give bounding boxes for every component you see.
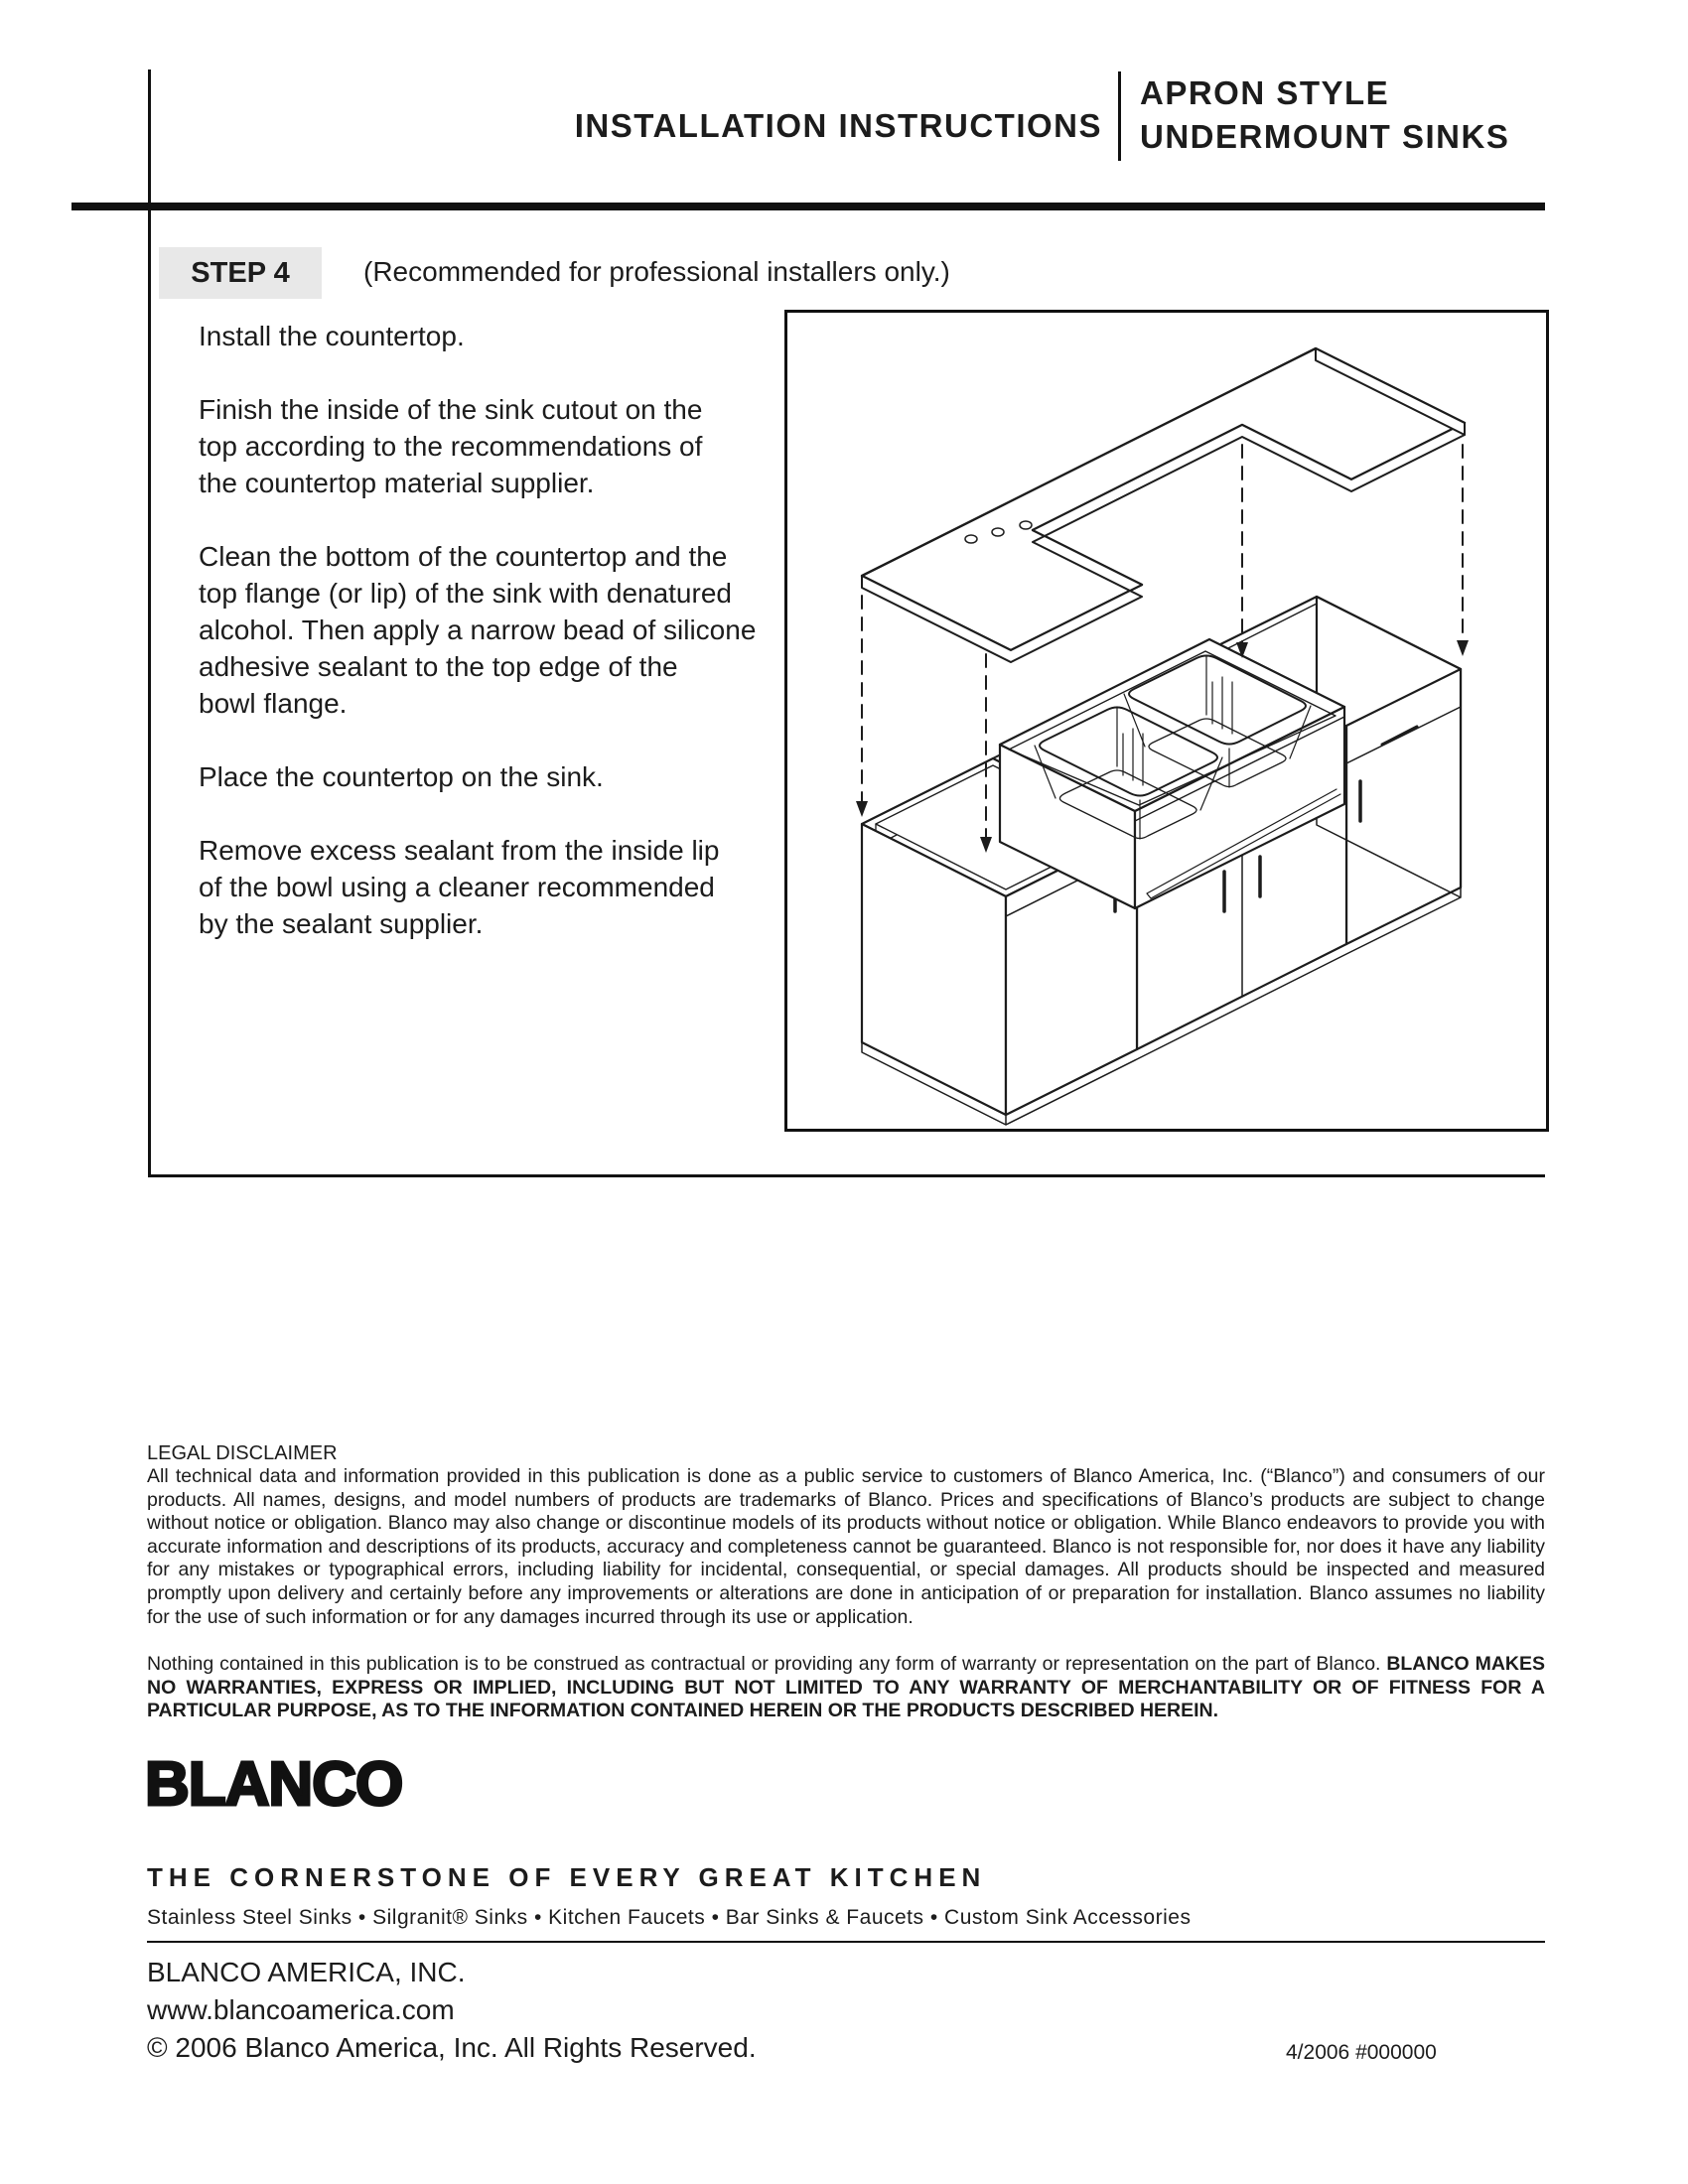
step-label: STEP 4 [191,256,290,289]
sink-installation-diagram [787,313,1546,1129]
page-title: INSTALLATION INSTRUCTIONS [574,107,1102,144]
step-badge [159,247,322,299]
disclaimer-heading: LEGAL DISCLAIMER [147,1442,338,1464]
paragraph: Finish the inside of the sink cutout on the top according to the recommendations of the countertop material supplier. [199,394,703,498]
disclaimer-text-normal: Nothing contained in this publication is to be construed as contractual or providing any form of warranty or representation on the part of Blanco. [147,1653,1387,1676]
copyright: © 2006 Blanco America, Inc. All Rights Reserved. [147,2032,757,2063]
instruction-text [199,318,794,979]
header-subtitle-line1: APRON STYLE [1140,74,1390,111]
header-divider [1118,71,1121,161]
brand-tagline: THE CORNERSTONE OF EVERY GREAT KITCHEN [147,1862,987,1892]
paragraph: Clean the bottom of the countertop and the top flange (or lip) of the sink with denatured alcohol. Then apply a narrow bead of silicone adhesive sealant to the top edge of the bowl flange. [199,541,757,719]
document-code: 4/2006 #000000 [1286,2041,1437,2064]
left-rule [148,69,151,1177]
disclaimer-paragraph: All technical data and information provided in this publication is done as a public service to customers of Blanco America, Inc. (“Blanco”) and consumers of our products. All names, designs, and model numbers of products are trademarks of Blanco. Prices and specifications of Blanco’s products are subject to change without notice or obligation. Blanco may also change or discontinue models of its products without notice or obligation. While Blanco endeavors to provide you with accurate information and descriptions of its products, accuracy and completeness cannot be guaranteed. Blanco is not responsible for, nor does it have any liability for any mistakes or typographical errors, including liability for incidental, consequential, or special damages. All products should be inspected and measured promptly upon delivery and certainly before any improvements or alterations are done in anticipation of or preparation for installation. Blanco assumes no liability for the use of such information or for any damages incurred through its use or application. [147,1465,1545,1628]
product-categories: Stainless Steel Sinks • Silgranit® Sinks • Kitchen Faucets • Bar Sinks & Faucets • Custom Sink Accessories [147,1906,1192,1929]
paragraph: Install the countertop. [199,321,465,351]
footer-rule [147,1941,1545,1943]
frame-bottom-rule [148,1174,1545,1177]
disclaimer-paragraph [147,1653,1545,1723]
footer [147,1954,757,2067]
website-link[interactable]: www.blancoamerica.com [147,1994,455,2025]
header-subtitle [1140,71,1509,159]
header-rule [71,203,1545,210]
illustration-frame [784,310,1549,1132]
step-note: (Recommended for professional installers only.) [363,256,950,287]
header-subtitle-line2: UNDERMOUNT SINKS [1140,118,1510,155]
blanco-logo: BLANCO [145,1750,403,1819]
paragraph: Remove excess sealant from the inside lip of the bowl using a cleaner recommended by the sealant supplier. [199,835,720,939]
legal-disclaimer [147,1441,1545,1723]
company-name: BLANCO AMERICA, INC. [147,1957,466,1987]
disclaimer-text-bold: BLANCO MAKES NO WARRANTIES, EXPRESS OR IMPLIED, INCLUDING BUT NOT LIMITED TO ANY WARRANTY OF MERCHANTABILITY OR OF FITNESS FOR A PARTICULAR PURPOSE, AS TO THE INFORMATION CONTAINED HEREIN OR THE PRODUCTS DESCRIBED HEREIN. [147,1653,1545,1722]
paragraph: Place the countertop on the sink. [199,761,604,792]
